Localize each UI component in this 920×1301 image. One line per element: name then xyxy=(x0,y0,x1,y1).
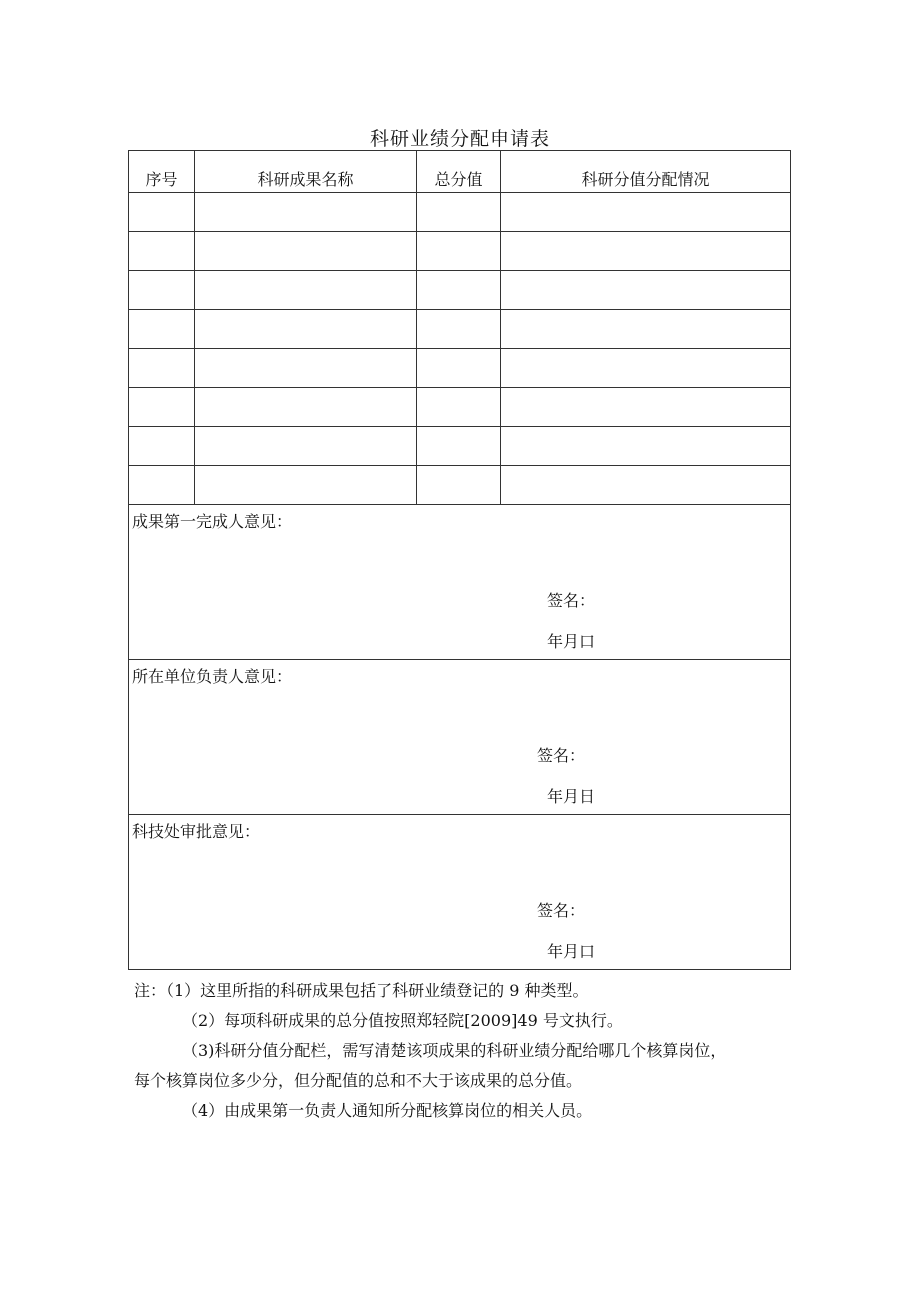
achievement-name-cell[interactable] xyxy=(195,193,417,232)
allocation-cell[interactable] xyxy=(501,271,791,310)
serial-cell[interactable] xyxy=(129,427,195,466)
note-2: （2）每项科研成果的总分值按照郑轻院[2009]49 号文执行。 xyxy=(182,1011,623,1030)
allocation-cell[interactable] xyxy=(501,193,791,232)
table-row xyxy=(129,193,791,232)
first-completer-opinion-section[interactable] xyxy=(129,505,791,660)
first-completer-opinion-row xyxy=(129,505,791,660)
table-row xyxy=(129,349,791,388)
allocation-cell[interactable] xyxy=(501,427,791,466)
form-title: 科研业绩分配申请表 xyxy=(369,128,550,150)
allocation-cell[interactable] xyxy=(501,310,791,349)
allocation-cell[interactable] xyxy=(501,349,791,388)
table-row xyxy=(129,232,791,271)
research-office-approval-row xyxy=(129,815,791,970)
serial-cell[interactable] xyxy=(129,388,195,427)
notes-section xyxy=(134,976,794,1126)
note-3-line-2: 每个核算岗位多少分，但分配值的总和不大于该成果的总分值。 xyxy=(134,1071,583,1090)
allocation-cell[interactable] xyxy=(501,466,791,505)
research-office-approval-label: 科技处审批意见： xyxy=(132,822,261,841)
research-office-date-label: 年月口 xyxy=(547,942,596,961)
table-row xyxy=(129,427,791,466)
serial-cell[interactable] xyxy=(129,193,195,232)
unit-head-date-label: 年月日 xyxy=(547,787,596,806)
note-4: （4）由成果第一负责人通知所分配核算岗位的相关人员。 xyxy=(182,1101,593,1120)
table-row xyxy=(129,388,791,427)
allocation-cell[interactable] xyxy=(501,388,791,427)
total-score-cell[interactable] xyxy=(417,466,501,505)
allocation-cell[interactable] xyxy=(501,232,791,271)
total-score-cell[interactable] xyxy=(417,427,501,466)
header-achievement-name: 科研成果名称 xyxy=(195,151,417,193)
achievement-name-cell[interactable] xyxy=(195,466,417,505)
unit-head-opinion-row xyxy=(129,660,791,815)
total-score-cell[interactable] xyxy=(417,388,501,427)
total-score-cell[interactable] xyxy=(417,310,501,349)
table-row xyxy=(129,466,791,505)
total-score-cell[interactable] xyxy=(417,232,501,271)
serial-cell[interactable] xyxy=(129,310,195,349)
first-completer-date-label: 年月口 xyxy=(547,632,596,651)
serial-cell[interactable] xyxy=(129,232,195,271)
serial-cell[interactable] xyxy=(129,349,195,388)
first-completer-signature-label: 签名： xyxy=(547,591,596,610)
achievement-name-cell[interactable] xyxy=(195,232,417,271)
note-1: 注：（1）这里所指的科研成果包括了科研业绩登记的 9 种类型。 xyxy=(134,981,589,1000)
note-3-line-1: （3)科研分值分配栏，需写清楚该项成果的科研业绩分配给哪几个核算岗位， xyxy=(182,1041,727,1060)
achievement-name-cell[interactable] xyxy=(195,271,417,310)
total-score-cell[interactable] xyxy=(417,349,501,388)
achievement-name-cell[interactable] xyxy=(195,310,417,349)
total-score-cell[interactable] xyxy=(417,271,501,310)
research-office-approval-section[interactable] xyxy=(129,815,791,970)
application-form-table xyxy=(128,150,791,970)
unit-head-opinion-section[interactable] xyxy=(129,660,791,815)
header-total-score: 总分值 xyxy=(417,151,501,193)
header-score-allocation: 科研分值分配情况 xyxy=(501,151,791,193)
table-row xyxy=(129,271,791,310)
unit-head-opinion-label: 所在单位负责人意见： xyxy=(132,667,293,686)
table-header-row xyxy=(129,151,791,193)
table-row xyxy=(129,310,791,349)
serial-cell[interactable] xyxy=(129,466,195,505)
header-serial-number: 序号 xyxy=(129,151,195,193)
achievement-name-cell[interactable] xyxy=(195,427,417,466)
achievement-name-cell[interactable] xyxy=(195,388,417,427)
research-office-signature-label: 签名： xyxy=(537,901,586,920)
total-score-cell[interactable] xyxy=(417,193,501,232)
first-completer-opinion-label: 成果第一完成人意见： xyxy=(132,512,293,531)
unit-head-signature-label: 签名： xyxy=(537,746,586,765)
achievement-name-cell[interactable] xyxy=(195,349,417,388)
serial-cell[interactable] xyxy=(129,271,195,310)
